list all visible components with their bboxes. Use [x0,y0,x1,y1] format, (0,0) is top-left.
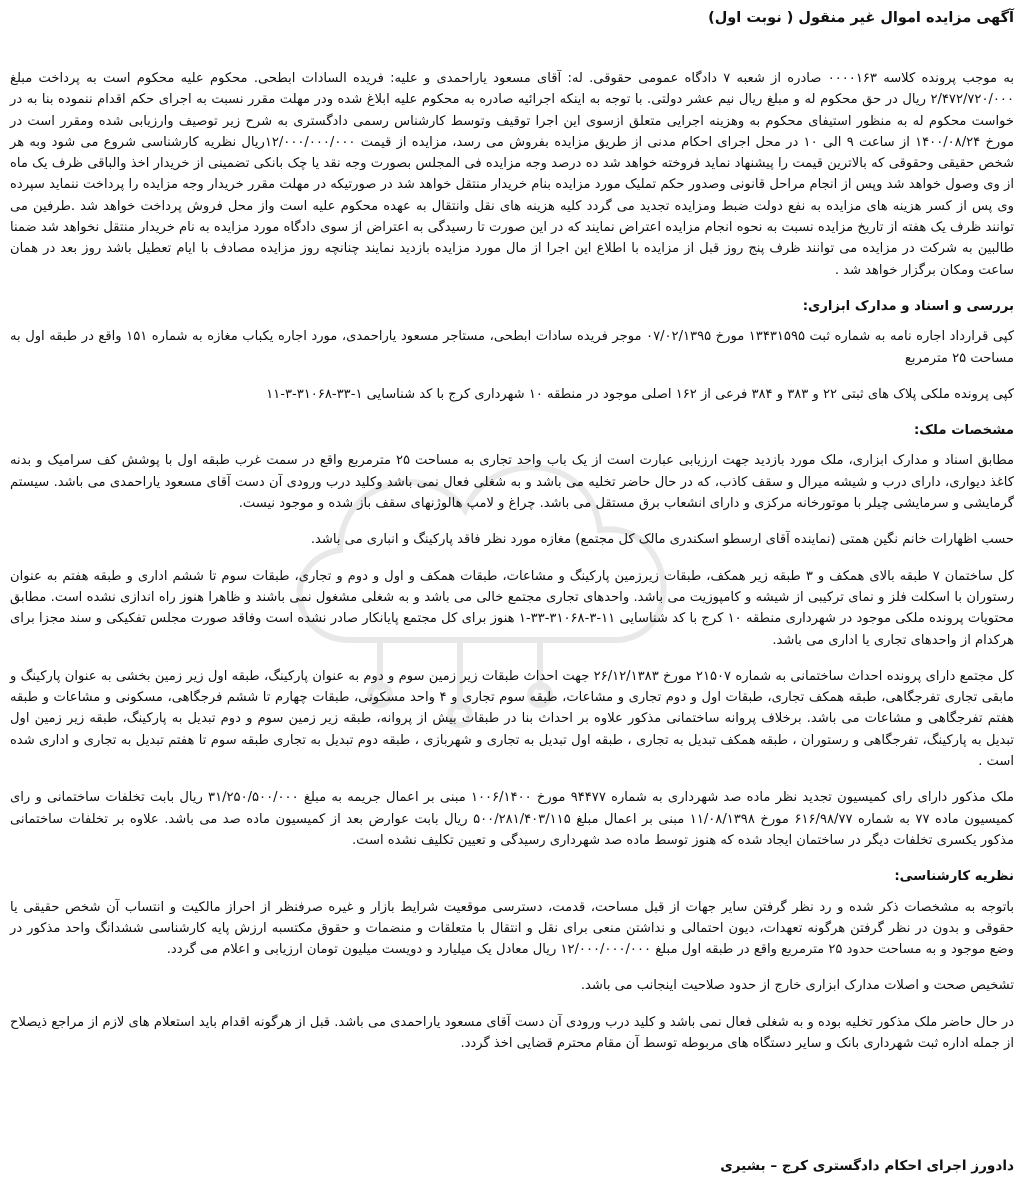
file-paragraph: کپی پرونده ملکی پلاک های ثبتی ۲۲ و ۳۸۳ و ۳۸۴ فرعی از ۱۶۲ اصلی موجود در منطقه ۱۰ شهرداری کرج با کد شناسایی ۱-۳۳-۳۱۰۶۸-۳-۱۱ [266,386,1014,402]
lease-paragraph: کپی قرارداد اجاره نامه به شماره ثبت ۱۳۴۳۱۵۹۵ مورخ ۰۷/۰۲/۱۳۹۵ موجر فریده سادات ابطحی، مستاجر مسعود یاراحمدی، مورد اجاره یکباب مغازه به شماره ۱۵۱ واقع در طبقه اول به مساحت ۲۵ مترمربع [10,329,1014,366]
expert-heading: نظریه کارشناسی: [894,869,1014,885]
signature-line: دادورز اجرای احکام دادگستری کرج – بشیری [720,1158,1014,1174]
authenticity-paragraph: تشخیص صحت و اصلات مدارک ابزاری خارج از حدود صلاحیت اینجانب می باشد. [580,978,1014,994]
page-title: آگهی مزایده اموال غیر منقول ( نوبت اول) [708,10,1014,26]
specs-paragraph: مطابق اسناد و مدارک ابزاری، ملک مورد بازدید جهت ارزیابی عبارت است از یک باب واحد تجاری به مساحت ۲۵ مترمربع واقع در سمت غرب طبقه اول با پوشش کف سرامیک و بدنه کاغذ دیواری، دارای درب و شیشه میرال و سقف کاذب، که در حال حاضر تخلیه می باشد و به شغلی فعال نمی باشد وکلید درب ورودی آن دست آقای مسعود یاراحمدی می باشد. سیستم گرمایشی و سرمایشی چیلر با موتورخانه مرکزی و دارای انشعاب برق مستقل می باشد. چراغ و لامپ هالوژنهای سقف باز شده و موجود نیست. [10,453,1014,512]
expert-paragraph: باتوجه به مشخصات ذکر شده و رد نظر گرفتن سایر جهات از قبل مساحت، قدمت، دسترسی موقعیت شرایط بازار و غیره صرفنظر از احراز مالکیت و انتساب آن شخص حقیقی یا حقوقی و بدون در نظر گرفتن هرگونه تعهدات، دیون احتمالی و نداشتن منعی برای نقل و انتقال با متعلقات و منضمات و حقوق مکتسبه ارزش پایه کارشناسی ششدانگ واحد مذکور در وضع موجود و به مساحت حدود ۲۵ مترمربع واقع در طبقه اول مبلغ ۱۲/۰۰۰/۰۰۰/۰۰۰ ریال معادل یک میلیارد و دویست میلیون تومان ارزیابی و اعلام می گردد. [10,899,1014,958]
commission-paragraph: ملک مذکور دارای رای کمیسیون تجدید نظر ماده صد شهرداری به شماره ۹۴۴۷۷ مورخ ۱۰۰۶/۱۴۰۰ مبنی بر اعمال جریمه به مبلغ ۳۱/۲۵۰/۵۰۰/۰۰۰ ریال بابت تخلفات ساختمانی و رای کمیسیون ماده ۷۷ به شماره ۶۱۶/۹۸/۷۷ مورخ ۱۱/۰۸/۱۳۹۸ مبنی بر اعمال مبلغ ۵۰۰/۲۸۱/۴۰۳/۱۱۵ ریال بابت عوارض بعد از کمیسیون ماده صد می باشد. علاوه بر تخلفات ساختمانی مذکور یکسری تخلفات دیگر در ساختمان ایجاد شده که هنوز توسط ماده صد شهرداری رسیدگی و تعیین تکلیف نشده است. [10,790,1014,848]
permit-paragraph: کل مجتمع دارای پرونده احداث ساختمانی به شماره ۲۱۵۰۷ مورخ ۲۶/۱۲/۱۳۸۳ جهت احداث طبقات زیر زمین سوم و دوم به عنوان پارکینگ، طبقه اول زیر زمین بخشی به عنوان پارکینگ و مابقی تجاری تفرجگاهی، طبقه همکف تجاری، طبقات اول و دوم تجاری و مشاعات، طبقه سوم تجاری و ۴ واحد مسکونی، طبقات چهارم تا ششم فرجگاهی، مسکونی و مشاعات و طبقه هفتم تفرجگاهی و مشاعات می باشد. برخلاف پروانه ساختمانی مذکور علاوه بر احداث بنا در طبقات بیش از پروانه، طبقه زیر زمین سوم و دوم تبدیل به پارکینگ، طبقه زیر زمین اول تبدیل به پارکینگ، تفرجگاهی و رستوران ، طبقه همکف تبدیل به تجاری ، طبقه اول تبدیل به تجاری و شهربازی ، طبقه دوم تبدیل به تجاری طبقه سوم تا هفتم تبدیل به تجاری و اداری شده است . [10,668,1014,770]
intro-paragraph: به موجب پرونده کلاسه ۰۰۰۰۱۶۳ صادره از شعبه ۷ دادگاه عمومی حقوقی. له: آقای مسعود یاراحمدی و علیه: فریده السادات ابطحی. محکوم علیه محکوم است به پرداخت مبلغ ۲/۴۷۲/۷۲۰/۰۰۰ ریال در حق محکوم له و مبلغ ریال نیم عشر دولتی. با توجه به اینکه اجرائیه صادره به محکوم علیه ابلاغ شده ودر مهلت مقرر نسبت به اجرای حکم اقدام ننموده بنا به در خواست محکوم له به منظور استیفای محکوم به وهزینه اجرایی متعلق ازسوی این اجرا توقیف وتوسط کارشناس رسمی دادگستری به شرح زیر توصیف وارزیابی شده ومقرر است در مورخ ۱۴۰۰/۰۸/۲۴ از ساعت ۹ الی ۱۰ در محل اجرای احکام مدنی از طریق مزایده بفروش می رسد، مزایده از قیمت ۱۲/۰۰۰/۰۰۰/۰۰۰ریال نظریه کارشناسی شروع می شود وبه هر شخص حقیقی وحقوقی که بالاترین قیمت را پیشنهاد نماید فروخته خواهد شد ده درصد وجه مزایده فی المجلس بصورت وجه نقد یا چک بانکی تضمینی از خریدار اخذ والباقی ظرف یک ماه از وی وصول خواهد شد وپس از انجام مراحل قانونی وصدور حکم تملیک مورد مزایده بنام خریدار منتقل خواهد شد در صورتیکه در مهلت مقرر خریدار وجه مزایده را پرداخت ننماید سپرده وی پس از کسر هزینه های مزایده به نفع دولت ضبط ومزایده تجدید می گردد کلیه هزینه های نقل وانتقال به عهده محکوم علیه است واز محل فروش پرداخت خواهد شد .طرفین می توانند ظرف یک هفته از تاریخ مزایده نسبت به نحوه انجام مزایده اعتراض نمایند که در این صورت تا رسیدگی به اعتراض از سوی دادگاه مورد مزایده به نام خریدار منتقل نخواهد شد ضمنا طالبین به شرکت در مزایده می توانند ظرف پنج روز قبل از مزایده با اطلاع این اجرا از مال مورد مزایده بازدید نمایند چنانچه روز مزایده مصادف با ایام تعطیل باشد روز بعد در همان ساعت ومکان برگزار خواهد شد . [10,71,1014,278]
specs-heading: مشخصات ملک: [913,423,1014,439]
statement-paragraph: حسب اظهارات خانم نگین همتی (نماینده آقای ارسطو اسکندری مالک کل مجتمع) مغازه مورد نظر فاقد پارکینگ و انباری می باشد. [310,532,1014,548]
building-paragraph: کل ساختمان ۷ طبقه بالای همکف و ۳ طبقه زیر همکف، طبقات زیرزمین پارکینگ و مشاعات، طبقات همکف و اول و دوم و تجاری، طبقات سوم تا ششم اداری و طبقه هفتم به عنوان رستوران با اسکلت فلز و نمای ترکیبی از شیشه و کامپوزیت می باشد. واحدهای تجاری مجتمع خالی می باشد و به شغلی مشغول نمی باشند و ظاهرا هنوز راه اندازی نشده است. مطابق محتویات پرونده ملکی موجود در شهرداری منطقه ۱۰ کرج با کد شناسایی ۱۱-۳-۳۱۰۶۸-۳۳-۱ هنوز برای کل مجتمع پایانکار صادر نشده است وفاقد صورت مجلس تفکیکی و سند مجزا برای هرکدام از واحدهای تجاری یا اداری می باشد. [10,568,1015,648]
review-heading: بررسی و اسناد و مدارک ابزاری: [802,298,1014,314]
document-body [10,68,1014,1069]
final-paragraph: در حال حاضر ملک مذکور تخلیه بوده و به شغلی فعال نمی باشد و کلید درب ورودی آن دست آقای مسعود یاراحمدی می باشد. قبل از هرگونه اقدام باید استعلام های لازم از مراجع ذیصلاح از جمله اداره ثبت شهرداری بانک و سایر دستگاه های مربوطه توسط آن مقام محترم قضایی اخذ گردد. [10,1014,1014,1051]
